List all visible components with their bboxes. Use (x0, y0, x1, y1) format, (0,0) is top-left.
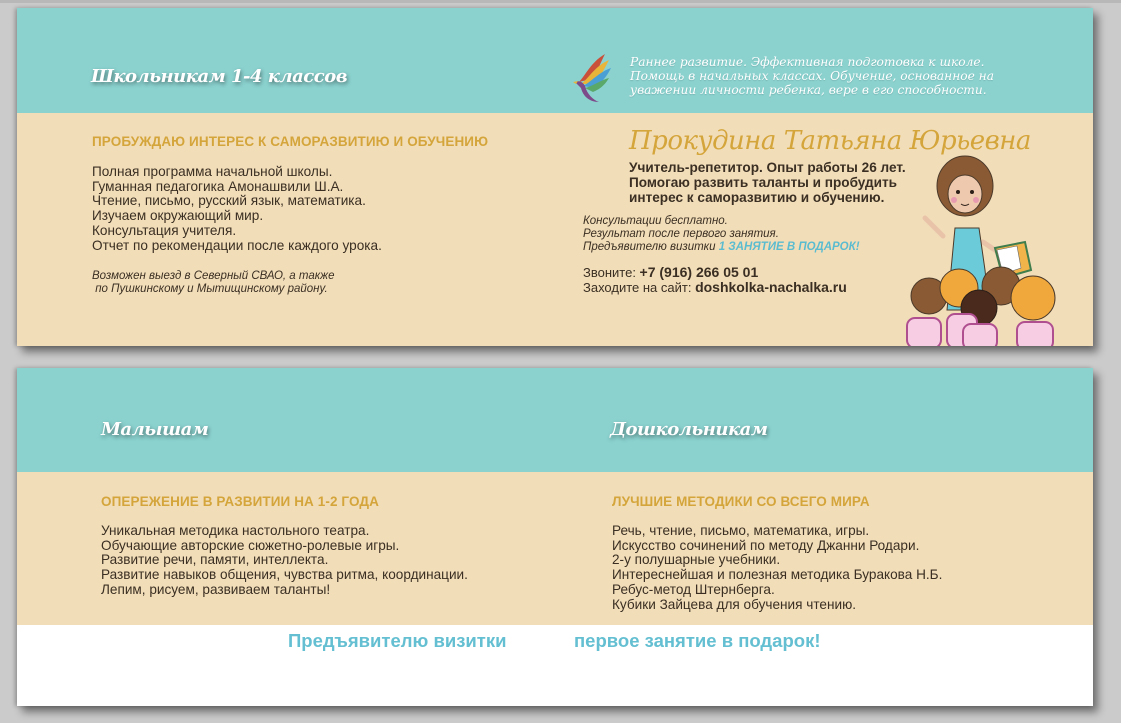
teacher-with-children-illustration (885, 150, 1093, 346)
footer-promo-part2: первое занятие в подарок! (574, 630, 821, 651)
phone-number[interactable]: +7 (916) 266 05 01 (639, 264, 759, 280)
list-item: Чтение, письмо, русский язык, математика. (92, 193, 366, 209)
list-item: Кубики Зайцева для обучения чтению. (612, 596, 857, 612)
site-link[interactable]: doshkolka-nachalka.ru (695, 279, 847, 295)
list-item: Развитие речи, памяти, интеллекта. (101, 552, 329, 568)
left-column-title: Малышам (101, 419, 209, 440)
right-list (612, 524, 942, 612)
site-label: Заходите на сайт: (583, 280, 696, 295)
tagline-line: уважении личности ребенка, вере в его способности. (630, 83, 987, 97)
list-item: Речь, чтение, письмо, математика, игры. (612, 523, 870, 538)
list-item: Изучаем окружающий мир. (92, 208, 264, 224)
footer-band (17, 625, 1093, 706)
promo-block (583, 215, 860, 254)
list-item: Развитие навыков общения, чувства ритма, координации. (101, 567, 468, 583)
promo-accent: 1 ЗАНЯТИЕ В ПОДАРОК! (718, 241, 860, 253)
promo-line: Результат после первого занятия. (583, 228, 779, 240)
services-list (92, 165, 382, 253)
site-row (583, 280, 847, 295)
bio-line: интерес к саморазвитию и обучению. (629, 190, 885, 205)
tagline-line: Помощь в начальных классах. Обучение, основанное на (630, 69, 994, 83)
list-item: Консультация учителя. (92, 222, 237, 238)
tagline-line: Раннее развитие. Эффективная подготовка к школе. (630, 55, 985, 69)
teacher-bio (629, 160, 906, 205)
list-item: Обучающие авторские сюжетно-ролевые игры. (101, 537, 400, 553)
header-title: Школьникам 1-4 классов (91, 66, 348, 87)
travel-note (92, 270, 334, 296)
phone-row (583, 265, 847, 280)
teacher-name: Прокудина Татьяна Юрьевна (629, 126, 1031, 156)
list-item: Полная программа начальной школы. (92, 164, 333, 179)
note-line: по Пушкинскому и Мытищинскому району. (92, 283, 328, 295)
list-item: Отчет по рекомендации после каждого урока. (92, 237, 382, 253)
list-item: Гуманная педагогика Амонашвили Ш.А. (92, 178, 344, 194)
promo-line: Консультации бесплатно. (583, 215, 728, 227)
list-item: Интереснейшая и полезная методика Буракова Н.Б. (612, 567, 943, 583)
right-column-title: Дошкольникам (610, 419, 768, 440)
list-item: Лепим, рисуем, развиваем таланты! (101, 581, 331, 597)
list-item: Ребус-метод Штернберга. (612, 581, 775, 597)
list-item: Искусство сочинений по методу Джанни Родари. (612, 537, 920, 553)
list-item: 2-у полушарные учебники. (612, 552, 781, 568)
bio-line: Учитель-репетитор. Опыт работы 26 лет. (629, 160, 906, 175)
contacts-block (583, 265, 847, 295)
left-list (101, 524, 468, 598)
business-card-back (17, 368, 1093, 706)
note-line: Возможен выезд в Северный СВАО, а также (92, 270, 335, 282)
left-heading: ОПЕРЕЖЕНИЕ В РАЗВИТИИ НА 1-2 ГОДА (101, 494, 379, 509)
section-heading: ПРОБУЖДАЮ ИНТЕРЕС К САМОРАЗВИТИЮ И ОБУЧЕНИЮ (92, 134, 489, 149)
window-top-edge (0, 0, 1121, 3)
promo-prefix: Предъявителю визитки (583, 241, 719, 253)
phone-label: Звоните: (583, 265, 640, 280)
right-heading: ЛУЧШИЕ МЕТОДИКИ СО ВСЕГО МИРА (612, 494, 870, 509)
tagline (630, 55, 994, 97)
promo-line (583, 241, 860, 254)
bird-logo-icon (571, 52, 611, 104)
footer-promo-part1: Предъявителю визитки (288, 630, 507, 651)
list-item: Уникальная методика настольного театра. (101, 523, 370, 538)
bio-line: Помогаю развить таланты и пробудить (629, 175, 898, 190)
business-card-front (17, 8, 1093, 346)
